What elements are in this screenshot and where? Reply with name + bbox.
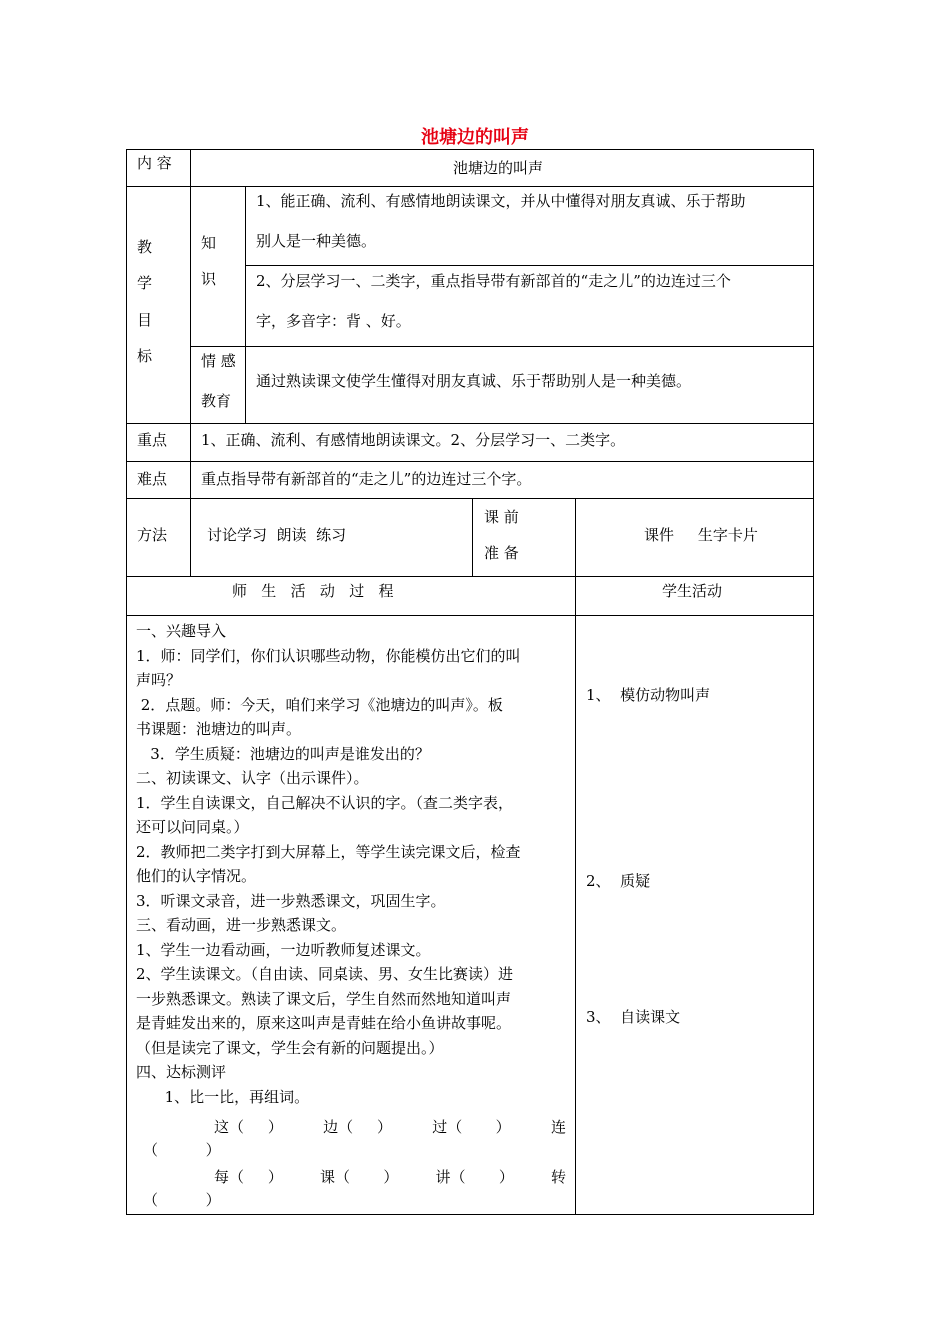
word-blank: 边（ ） — [323, 1118, 392, 1136]
word-exercise-row — [136, 1166, 566, 1188]
knowledge-label-char: 识 — [201, 270, 217, 288]
row-divider — [245, 265, 814, 266]
knowledge-item-1-line: 别人是一种美德。 — [256, 232, 377, 250]
row-divider — [126, 615, 814, 616]
process-line: 1、比一比，再组词。 — [136, 1087, 310, 1106]
content-value: 池塘边的叫声 — [453, 159, 544, 177]
student-activity-item: 1、 模仿动物叫声 — [586, 686, 711, 704]
content-label: 内 容 — [137, 154, 172, 172]
row-divider — [126, 461, 814, 462]
emotion-label-line: 教育 — [201, 392, 232, 410]
word-exercise-row — [136, 1116, 566, 1138]
word-blank: 过（ ） — [432, 1118, 511, 1136]
difficulty-text: 重点指导带有新部首的“走之儿”的边连过三个字。 — [201, 470, 532, 488]
process-line: 1．学生自读课文，自己解决不认识的字。（查二类字表， — [136, 793, 514, 812]
process-line: 他们的认字情况。 — [136, 867, 257, 885]
process-line: 2．教师把二类字打到大屏幕上，等学生读完课文后，检查 — [136, 842, 521, 861]
word-blank: 这（ ） — [214, 1118, 283, 1136]
word-blank: 转 — [550, 1168, 566, 1186]
column-divider — [245, 186, 246, 424]
table-border-bottom — [126, 1214, 814, 1215]
process-line: 还可以问同桌。） — [136, 818, 249, 836]
word-blank: 讲（ ） — [435, 1168, 514, 1186]
word-blank-continuation: （ ） — [143, 1191, 221, 1209]
row-divider — [190, 346, 814, 347]
key-label: 重点 — [137, 431, 168, 449]
knowledge-item-2-line: 2、分层学习一、二类字，重点指导带有新部首的“走之儿”的边连过三个 — [256, 272, 731, 290]
word-blank: 每（ ） — [214, 1168, 283, 1186]
objectives-label-char: 标 — [137, 347, 153, 365]
prep-label-line: 准 备 — [484, 544, 519, 562]
process-line: 2、学生读课文。（自由读、同桌读、男、女生比赛读）进 — [136, 965, 514, 983]
process-line: 3．学生质疑：池塘边的叫声是谁发出的？ — [136, 744, 430, 763]
row-divider — [126, 498, 814, 499]
table-border-left — [126, 149, 127, 1215]
method-text: 讨论学习 朗读 练习 — [207, 526, 347, 544]
process-content — [136, 619, 566, 1109]
knowledge-label-char: 知 — [201, 234, 217, 252]
table-border-right — [813, 149, 814, 1215]
document-title: 池塘边的叫声 — [421, 127, 529, 148]
process-line: 1．师：同学们，你们认识哪些动物，你能模仿出它们的叫 — [136, 646, 521, 665]
process-line: 2．点题。师：今天，咱们来学习《池塘边的叫声》。板 — [136, 695, 503, 714]
difficulty-label: 难点 — [137, 470, 168, 488]
emotion-label-line: 情 感 — [201, 352, 236, 370]
word-blank: 课（ ） — [319, 1168, 399, 1186]
objectives-label-char: 目 — [137, 311, 153, 329]
objectives-label-char: 学 — [137, 274, 153, 292]
column-divider — [575, 498, 576, 1215]
process-line: 是青蛙发出来的，原来这叫声是青蛙在给小鱼讲故事呢。 — [136, 1014, 512, 1032]
word-blank: 连 — [550, 1118, 566, 1136]
student-activity-item: 2、 质疑 — [586, 872, 651, 890]
row-divider — [126, 576, 814, 577]
process-header: 师 生 活 动 过 程 — [232, 582, 394, 600]
emotion-text: 通过熟读课文使学生懂得对朋友真诚、乐于帮助别人是一种美德。 — [256, 372, 692, 390]
process-line: 一、兴趣导入 — [136, 622, 227, 640]
prep-text: 课件 生字卡片 — [644, 526, 758, 544]
process-line: 1、学生一边看动画，一边听教师复述课文。 — [136, 940, 431, 959]
process-line: （但是读完了课文，学生会有新的问题提出。） — [136, 1038, 444, 1057]
process-line: 二、初读课文、认字（出示课件）。 — [136, 769, 369, 787]
objectives-label-char: 教 — [137, 238, 153, 256]
row-divider — [126, 186, 814, 187]
process-line: 一步熟悉课文。熟读了课文后，学生自然而然地知道叫声 — [136, 989, 512, 1008]
word-blank-continuation: （ ） — [143, 1141, 221, 1159]
knowledge-item-2-line: 字，多音字：背 、好。 — [256, 312, 411, 330]
process-line: 3．听课文录音，进一步熟悉课文，巩固生字。 — [136, 891, 446, 910]
row-divider — [126, 423, 814, 424]
method-label: 方法 — [137, 526, 168, 544]
process-line: 声吗？ — [136, 671, 182, 689]
column-divider — [472, 498, 473, 577]
prep-label-line: 课 前 — [484, 508, 519, 526]
student-activity-header: 学生活动 — [662, 582, 723, 600]
table-border-top — [126, 149, 814, 150]
knowledge-item-1-line: 1、能正确、流利、有感情地朗读课文，并从中懂得对朋友真诚、乐于帮助 — [256, 192, 746, 210]
column-divider — [190, 149, 191, 577]
key-text: 1、正确、流利、有感情地朗读课文。2、分层学习一、二类字。 — [201, 431, 626, 449]
process-line: 四、达标测评 — [136, 1063, 227, 1081]
student-activity-item: 3、 自读课文 — [586, 1008, 681, 1026]
process-line: 书课题：池塘边的叫声。 — [136, 720, 302, 738]
process-line: 三、看动画，进一步熟悉课文。 — [136, 916, 347, 934]
